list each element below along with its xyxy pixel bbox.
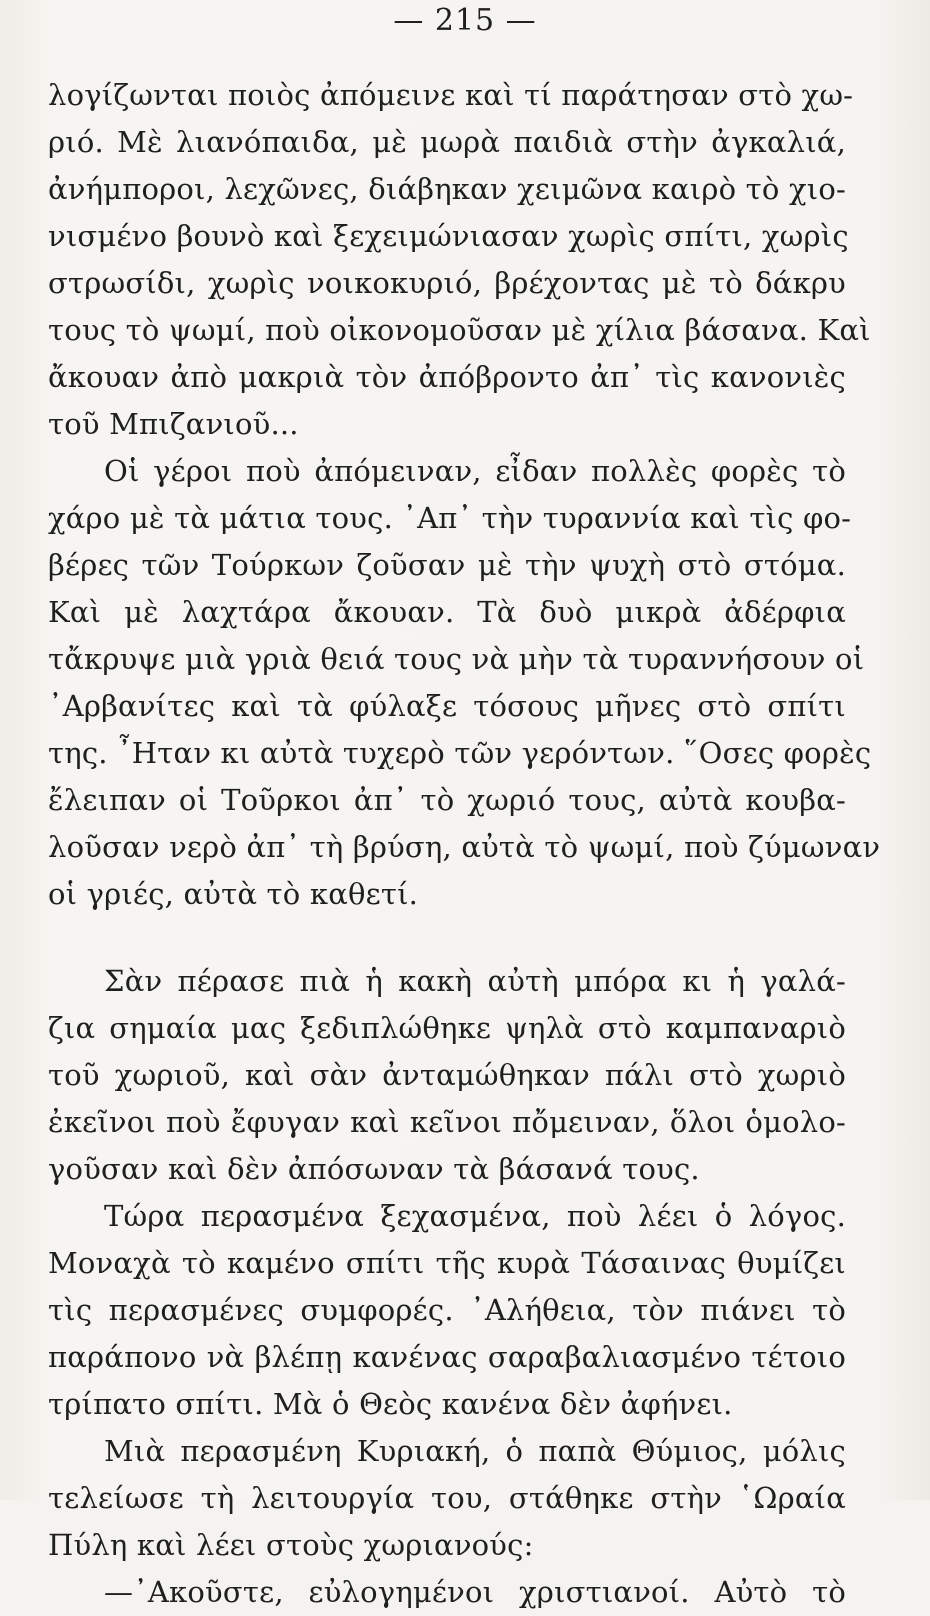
text-line: ἔλειπαν οἱ Τοῦρκοι ἀπ᾿ τὸ χωριό τους, αὐτὰ κουβα- bbox=[48, 783, 846, 817]
page-number: — 215 — bbox=[393, 3, 537, 38]
text-line: της. ῏Ηταν κι αὐτὰ τυχερὸ τῶν γερόντων. ῞Οσες φορὲς bbox=[48, 736, 872, 770]
text-line: Πύλη καὶ λέει στοὺς χωριανούς: bbox=[48, 1528, 534, 1562]
section-gap bbox=[48, 918, 846, 958]
text-line: παράπονο νὰ βλέπῃ κανένας σαραβαλιασμένο τέτοιο bbox=[48, 1340, 846, 1374]
text-line: βέρες τῶν Τούρκων ζοῦσαν μὲ τὴν ψυχὴ στὸ στόμα. bbox=[48, 548, 846, 582]
text-line: Σὰν πέρασε πιὰ ἡ κακὴ αὐτὴ μπόρα κι ἡ γαλά- bbox=[104, 964, 846, 998]
paragraph bbox=[48, 72, 871, 448]
text-line: στρωσίδι, χωρὶς νοικοκυριό, βρέχοντας μὲ τὸ δάκρυ bbox=[48, 266, 846, 300]
text-line: Τώρα περασμένα ξεχασμένα, ποὺ λέει ὁ λόγος. bbox=[104, 1199, 846, 1233]
text-line: νισμένο βουνὸ καὶ ξεχειμώνιασαν χωρὶς σπίτι, χωρὶς bbox=[48, 219, 849, 253]
text-line: τἄκρυψε μιὰ γριὰ θειά τους νὰ μὴν τὰ τυραννήσουν οἱ bbox=[48, 642, 865, 676]
text-line: τρίπατο σπίτι. Μὰ ὁ Θεὸς κανένα δὲν ἀφήνει. bbox=[48, 1387, 733, 1421]
text-line: ἀνήμποροι, λεχῶνες, διάβηκαν χειμῶνα καιρὸ τὸ χιο- bbox=[48, 172, 846, 206]
text-line: τοῦ χωριοῦ, καὶ σὰν ἀνταμώθηκαν πάλι στὸ χωριὸ bbox=[48, 1058, 846, 1092]
text-line: ριό. Μὲ λιανόπαιδα, μὲ μωρὰ παιδιὰ στὴν ἀγκαλιά, bbox=[48, 125, 846, 159]
paragraph bbox=[48, 448, 881, 918]
body-text bbox=[48, 72, 881, 1616]
text-line: ζια σημαία μας ξεδιπλώθηκε ψηλὰ στὸ καμπαναριὸ bbox=[48, 1011, 846, 1045]
text-line: γοῦσαν καὶ δὲν ἀπόσωναν τὰ βάσανά τους. bbox=[48, 1152, 700, 1186]
text-line: τὶς περασμένες συμφορές. ᾿Αλήθεια, τὸν πιάνει τὸ bbox=[48, 1293, 846, 1327]
text-line: Μιὰ περασμένη Κυριακή, ὁ παπὰ Θύμιος, μόλις bbox=[104, 1434, 846, 1468]
text-line: λοῦσαν νερὸ ἀπ᾿ τὴ βρύση, αὐτὰ τὸ ψωμί, ποὺ ζύμωναν bbox=[48, 830, 881, 864]
text-line: Καὶ μὲ λαχτάρα ἄκουαν. Τὰ δυὸ μικρὰ ἀδέρφια bbox=[48, 595, 846, 629]
text-line: τους τὸ ψωμί, ποὺ οἰκονομοῦσαν μὲ χίλια βάσανα. Καὶ bbox=[48, 313, 871, 347]
text-line: Μοναχὰ τὸ καμένο σπίτι τῆς κυρὰ Τάσαινας θυμίζει bbox=[48, 1246, 846, 1280]
text-line: χάρο μὲ τὰ μάτια τους. ᾿Απ᾿ τὴν τυραννία καὶ τὶς φο- bbox=[48, 501, 852, 535]
text-line: τοῦ Μπιζανιοῦ... bbox=[48, 407, 299, 441]
paragraph bbox=[48, 1193, 846, 1428]
text-line: ᾿Αρβανίτες καὶ τὰ φύλαξε τόσους μῆνες στὸ σπίτι bbox=[48, 689, 846, 723]
paragraph bbox=[48, 958, 846, 1193]
text-line: Οἱ γέροι ποὺ ἀπόμειναν, εἶδαν πολλὲς φορὲς τὸ bbox=[104, 454, 846, 488]
text-line: τελείωσε τὴ λειτουργία του, στάθηκε στὴν ῾Ωραία bbox=[48, 1481, 846, 1515]
text-line: ἐκεῖνοι ποὺ ἔφυγαν καὶ κεῖνοι πὄμειναν, ὅλοι ὁμολο- bbox=[48, 1105, 846, 1139]
text-line: λογίζωνται ποιὸς ἀπόμεινε καὶ τί παράτησαν στὸ χω- bbox=[48, 78, 854, 112]
text-line: ἄκουαν ἀπὸ μακριὰ τὸν ἀπόβροντο ἀπ᾿ τὶς κανονιὲς bbox=[48, 360, 846, 394]
text-line: οἱ γριές, αὐτὰ τὸ καθετί. bbox=[48, 877, 419, 911]
text-line: —᾿Ακοῦστε, εὐλογημένοι χριστιανοί. Αὐτὸ τὸ bbox=[104, 1575, 846, 1609]
paragraph bbox=[48, 1428, 846, 1616]
